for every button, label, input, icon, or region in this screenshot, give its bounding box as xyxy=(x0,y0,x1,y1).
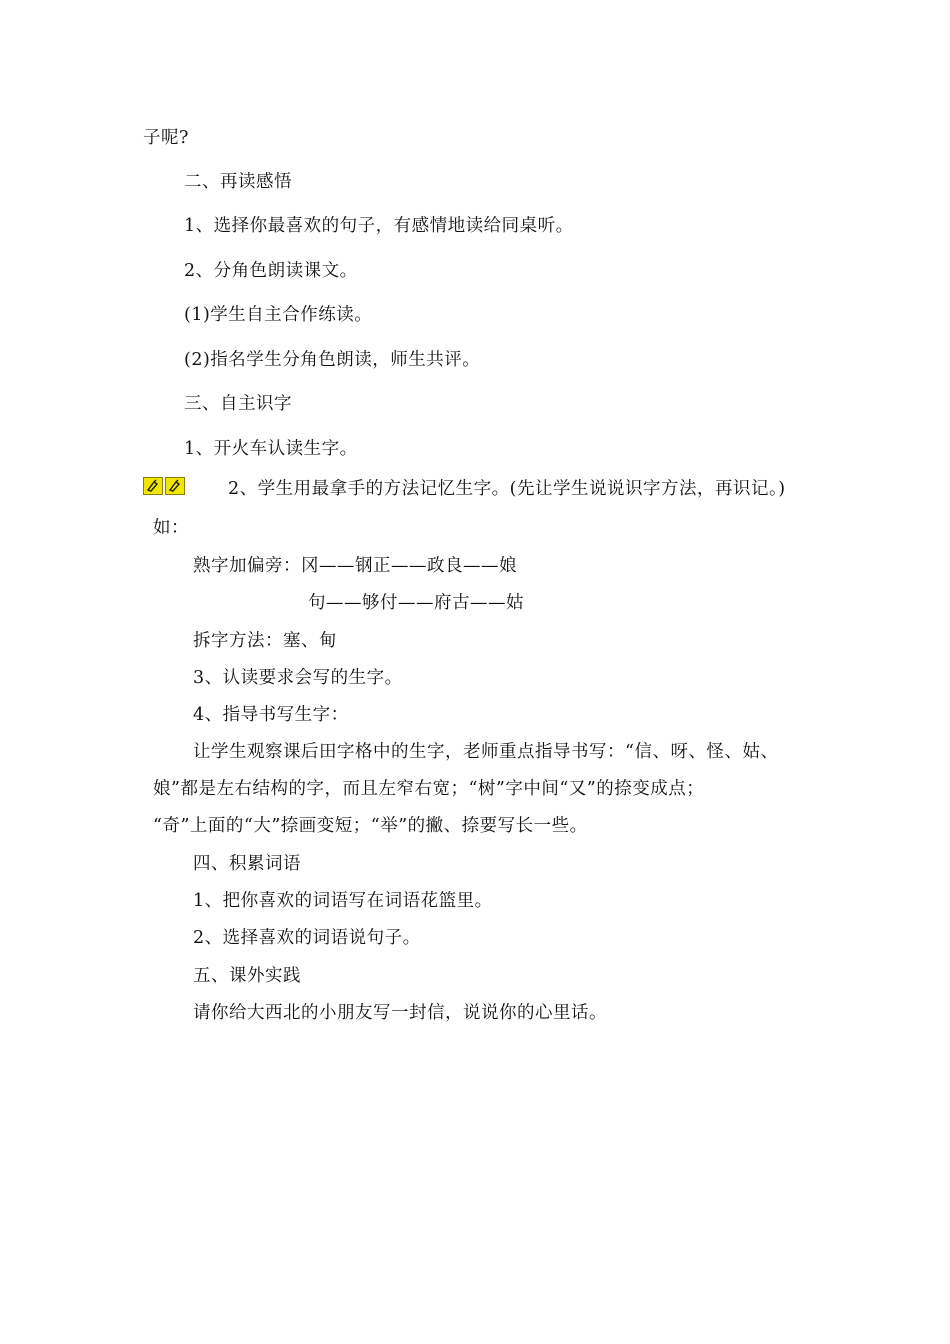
text-line: 拆字方法：塞、甸 xyxy=(193,631,337,651)
section-heading: 二、再读感悟 xyxy=(184,172,292,192)
text-line: 请你给大西北的小朋友写一封信，说说你的心里话。 xyxy=(193,1003,607,1023)
text-line: 娘”都是左右结构的字，而且左窄右宽；“树”字中间“又”的捺变成点； xyxy=(153,779,705,799)
text-line: 2、学生用最拿手的方法记忆生字。(先让学生说说识字方法，再识记。) xyxy=(228,479,786,499)
text-line: (2)指名学生分角色朗读，师生共评。 xyxy=(184,350,481,370)
text-line: 让学生观察课后田字格中的生字，老师重点指导书写：“信、呀、怪、姑、 xyxy=(193,742,779,762)
section-heading: 三、自主识字 xyxy=(184,394,292,414)
text-line: 4、指导书写生字： xyxy=(193,705,349,725)
section-heading: 四、积累词语 xyxy=(193,854,301,874)
text-line: 2、分角色朗读课文。 xyxy=(184,261,358,281)
text-line: 子呢? xyxy=(143,128,189,148)
text-line: 句——够付——府古——姑 xyxy=(308,593,524,613)
edit-marker-icon xyxy=(165,477,185,495)
text-line: 如： xyxy=(153,518,189,538)
text-line: 1、选择你最喜欢的句子，有感情地读给同桌听。 xyxy=(184,216,574,236)
text-line: 熟字加偏旁：冈——钢正——政良——娘 xyxy=(193,556,517,576)
text-line: “奇”上面的“大”捺画变短；“举”的撇、捺要写长一些。 xyxy=(153,816,588,836)
text-line: (1)学生自主合作练读。 xyxy=(184,305,373,325)
section-heading: 五、课外实践 xyxy=(193,966,301,986)
text-line: 3、认读要求会写的生字。 xyxy=(193,668,403,688)
edit-markers xyxy=(143,477,185,495)
text-line: 1、把你喜欢的词语写在词语花篮里。 xyxy=(193,891,493,911)
text-line: 2、选择喜欢的词语说句子。 xyxy=(193,928,421,948)
text-line: 1、开火车认读生字。 xyxy=(184,439,358,459)
edit-marker-icon xyxy=(143,477,163,495)
